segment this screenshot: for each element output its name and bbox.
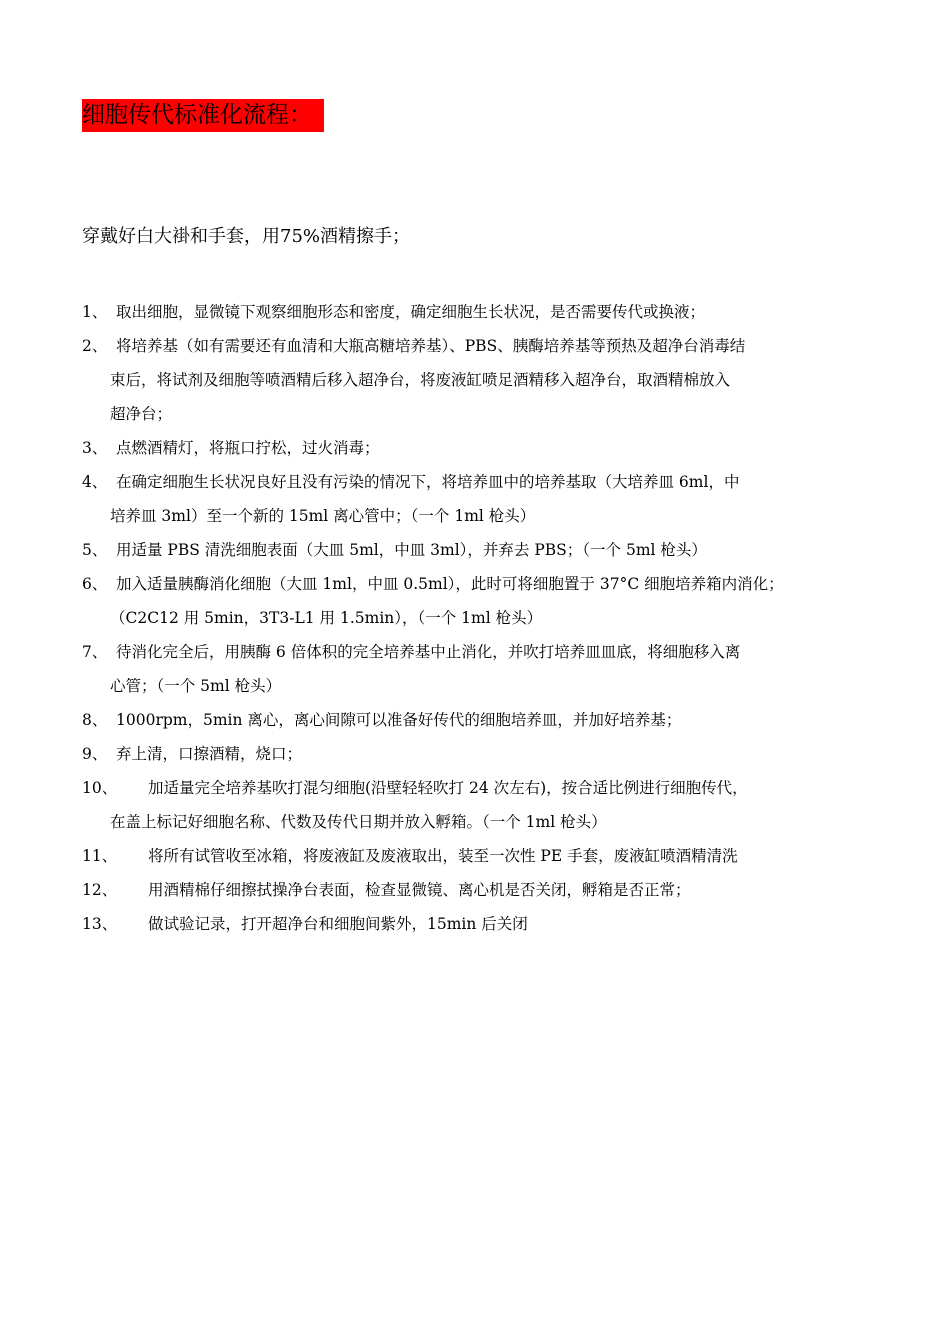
step-number: 6、 [82, 575, 108, 593]
step-item [82, 703, 882, 737]
step-number: 4、 [82, 473, 108, 491]
step-line [82, 907, 882, 941]
step-number: 11、 [82, 847, 118, 865]
step-line [82, 329, 882, 363]
step-text: 点燃酒精灯，将瓶口拧松，过火消毒； [116, 439, 380, 457]
step-text: 取出细胞，显微镜下观察细胞形态和密度，确定细胞生长状况，是否需要传代或换液； [116, 303, 706, 321]
step-text: 将所有试管收至冰箱，将废液缸及废液取出，装至一次性 PE 手套，废液缸喷酒精清洗 [148, 847, 738, 865]
step-text: 待消化完全后，用胰酶 6 倍体积的完全培养基中止消化，并吹打培养皿皿底，将细胞移入离 [116, 643, 741, 661]
step-item [82, 771, 882, 839]
step-text: 加入适量胰酶消化细胞（大皿 1ml，中皿 0.5ml），此时可将细胞置于 37°C 细胞培养箱内消化； [116, 575, 784, 593]
step-text: 弃上清，口擦酒精，烧口； [116, 745, 303, 763]
step-line [82, 771, 882, 805]
step-line [82, 635, 882, 669]
step-number: 1、 [82, 303, 108, 321]
step-line: 培养皿 3ml）至一个新的 15ml 离心管中；（一个 1ml 枪头） [110, 507, 536, 525]
step-item [82, 873, 882, 907]
step-line [82, 533, 882, 567]
step-item [82, 533, 882, 567]
step-text: 做试验记录，打开超净台和细胞间紫外，15min 后关闭 [148, 915, 528, 933]
step-line: 束后，将试剂及细胞等喷酒精后移入超净台，将废液缸喷足酒精移入超净台，取酒精棉放入 [110, 371, 731, 389]
document-title: 细胞传代标准化流程： [82, 99, 324, 132]
step-list [82, 295, 882, 941]
step-line [82, 873, 882, 907]
step-line [82, 703, 882, 737]
step-number: 9、 [82, 745, 108, 763]
step-line: 在盖上标记好细胞名称、代数及传代日期并放入孵箱。（一个 1ml 枪头） [110, 813, 607, 831]
step-line [82, 465, 882, 499]
step-number: 7、 [82, 643, 108, 661]
step-text: 将培养基（如有需要还有血清和大瓶高糖培养基）、PBS、胰酶培养基等预热及超净台消毒结 [116, 337, 746, 355]
step-number: 3、 [82, 439, 108, 457]
step-line [82, 431, 882, 465]
step-text: 加适量完全培养基吹打混匀细胞(沿壁轻轻吹打 24 次左右)，按合适比例进行细胞传代， [148, 779, 748, 797]
step-text: 1000rpm，5min 离心，离心间隙可以准备好传代的细胞培养皿，并加好培养基； [116, 711, 682, 729]
step-line [82, 839, 882, 873]
step-item [82, 295, 882, 329]
step-line [82, 567, 882, 601]
intro-text: 穿戴好白大褂和手套，用75%酒精擦手； [82, 226, 411, 247]
step-number: 13、 [82, 915, 118, 933]
step-item [82, 737, 882, 771]
step-line [82, 737, 882, 771]
step-line: 心管；（一个 5ml 枪头） [110, 677, 282, 695]
step-item [82, 431, 882, 465]
step-number: 2、 [82, 337, 108, 355]
step-item [82, 839, 882, 873]
step-line: 超净台； [110, 405, 173, 423]
step-text: 用酒精棉仔细擦拭操净台表面，检查显微镜、离心机是否关闭，孵箱是否正常； [148, 881, 691, 899]
step-item [82, 465, 882, 533]
step-item [82, 567, 882, 635]
step-text: 用适量 PBS 清洗细胞表面（大皿 5ml，中皿 3ml），并弃去 PBS；（一个 5ml 枪头） [116, 541, 707, 559]
step-item [82, 635, 882, 703]
step-text: 在确定细胞生长状况良好且没有污染的情况下，将培养皿中的培养基取（大培养皿 6ml，中 [116, 473, 740, 491]
step-number: 5、 [82, 541, 108, 559]
step-number: 12、 [82, 881, 118, 899]
step-item [82, 907, 882, 941]
step-item [82, 329, 882, 431]
step-line: （C2C12 用 5min，3T3-L1 用 1.5min），（一个 1ml 枪头） [110, 609, 543, 627]
step-number: 8、 [82, 711, 108, 729]
step-number: 10、 [82, 779, 118, 797]
step-line [82, 295, 882, 329]
